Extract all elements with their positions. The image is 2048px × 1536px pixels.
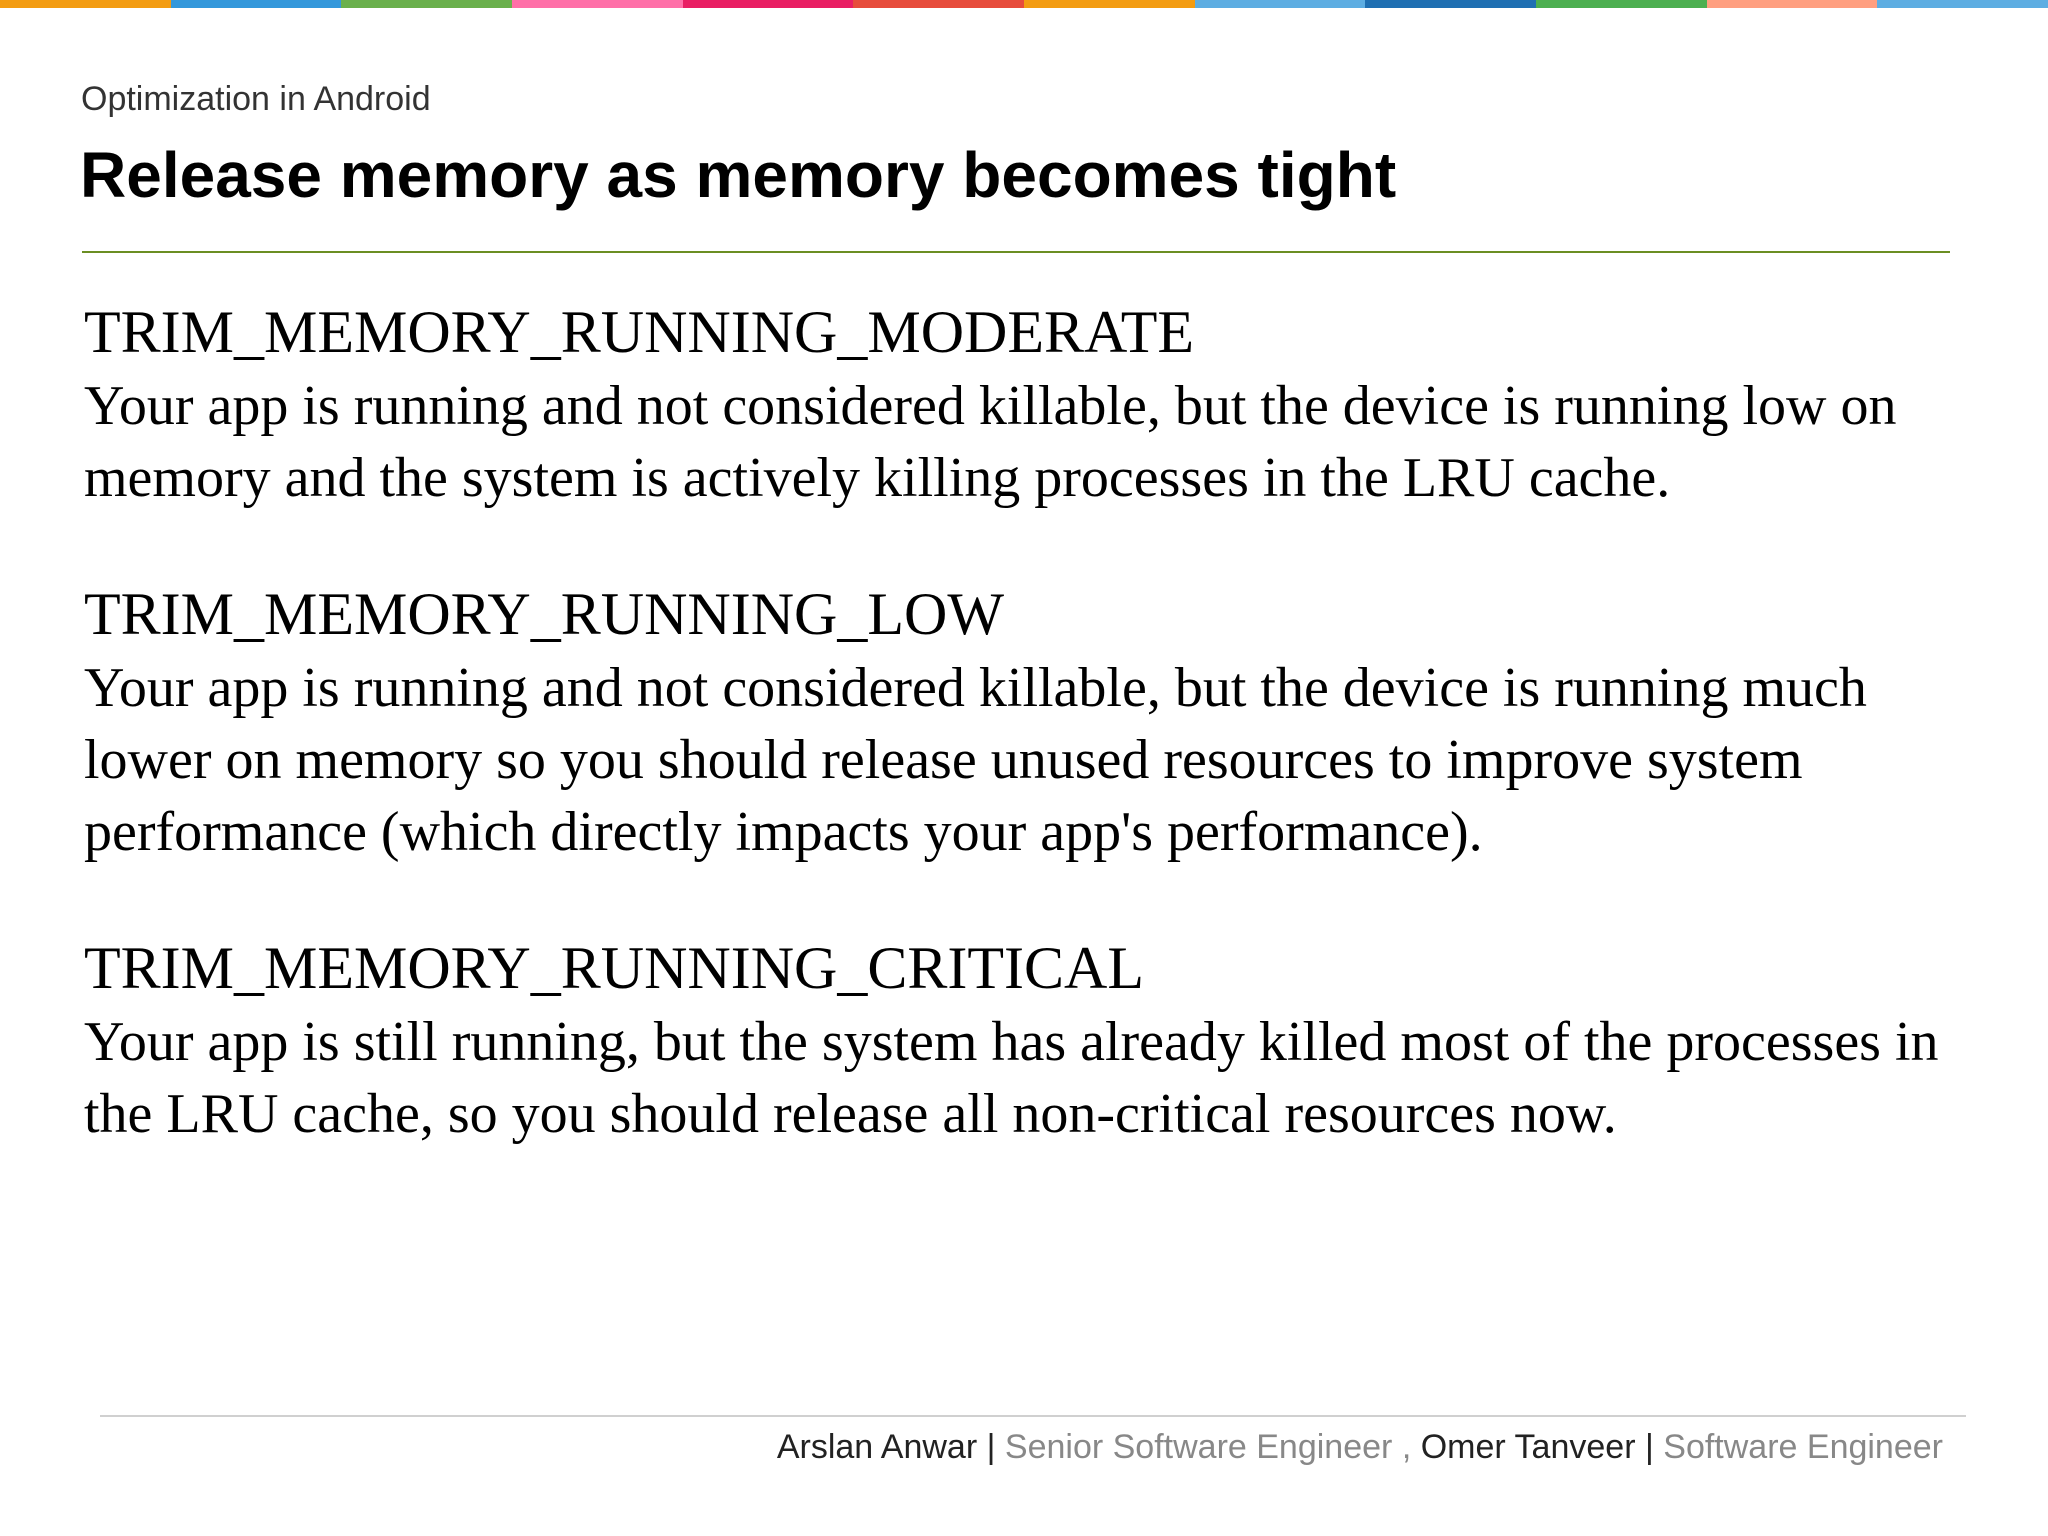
author2-role: Software Engineer (1663, 1428, 1943, 1466)
stripe-segment (1536, 0, 1707, 8)
stripe-segment (341, 0, 512, 8)
footer-separator: | (986, 1428, 996, 1466)
trim-level-description: Your app is running and not considered killable, but the device is running much lower on memory so you should release unused resources to improve system performance (which directly impacts your app's performance). (84, 657, 1867, 863)
footer-credits (777, 1428, 1943, 1467)
footer-comma: , (1401, 1428, 1412, 1466)
trim-level-heading: TRIM_MEMORY_RUNNING_LOW (84, 581, 1004, 647)
title-divider (82, 251, 1950, 253)
stripe-segment (171, 0, 342, 8)
trim-level-heading: TRIM_MEMORY_RUNNING_CRITICAL (84, 935, 1145, 1001)
author2-name: Omer Tanveer (1420, 1428, 1636, 1466)
trim-level-description: Your app is still running, but the system has already killed most of the processes in the LRU cache, so you should release all non-critical resources now. (84, 1011, 1939, 1145)
top-color-stripe (0, 0, 2048, 8)
stripe-segment (1365, 0, 1536, 8)
trim-level-critical (84, 932, 1964, 1150)
stripe-segment (1024, 0, 1195, 8)
slide-content (84, 296, 1964, 1150)
stripe-segment (1877, 0, 2048, 8)
slide-subtitle: Optimization in Android (81, 80, 431, 118)
author1-role: Senior Software Engineer (1004, 1428, 1393, 1466)
stripe-segment (853, 0, 1024, 8)
stripe-segment (1195, 0, 1366, 8)
author1-name: Arslan Anwar (776, 1428, 978, 1466)
stripe-segment (512, 0, 683, 8)
trim-level-heading: TRIM_MEMORY_RUNNING_MODERATE (84, 299, 1195, 365)
stripe-segment (0, 0, 171, 8)
trim-level-description: Your app is running and not considered killable, but the device is running low on memory and the system is actively killing processes in the LRU cache. (84, 375, 1897, 509)
footer-separator: | (1644, 1428, 1654, 1466)
trim-level-low (84, 578, 1964, 868)
slide-title: Release memory as memory becomes tight (80, 139, 1397, 211)
footer-divider (100, 1415, 1966, 1417)
trim-level-moderate (84, 296, 1964, 514)
stripe-segment (683, 0, 854, 8)
stripe-segment (1707, 0, 1878, 8)
